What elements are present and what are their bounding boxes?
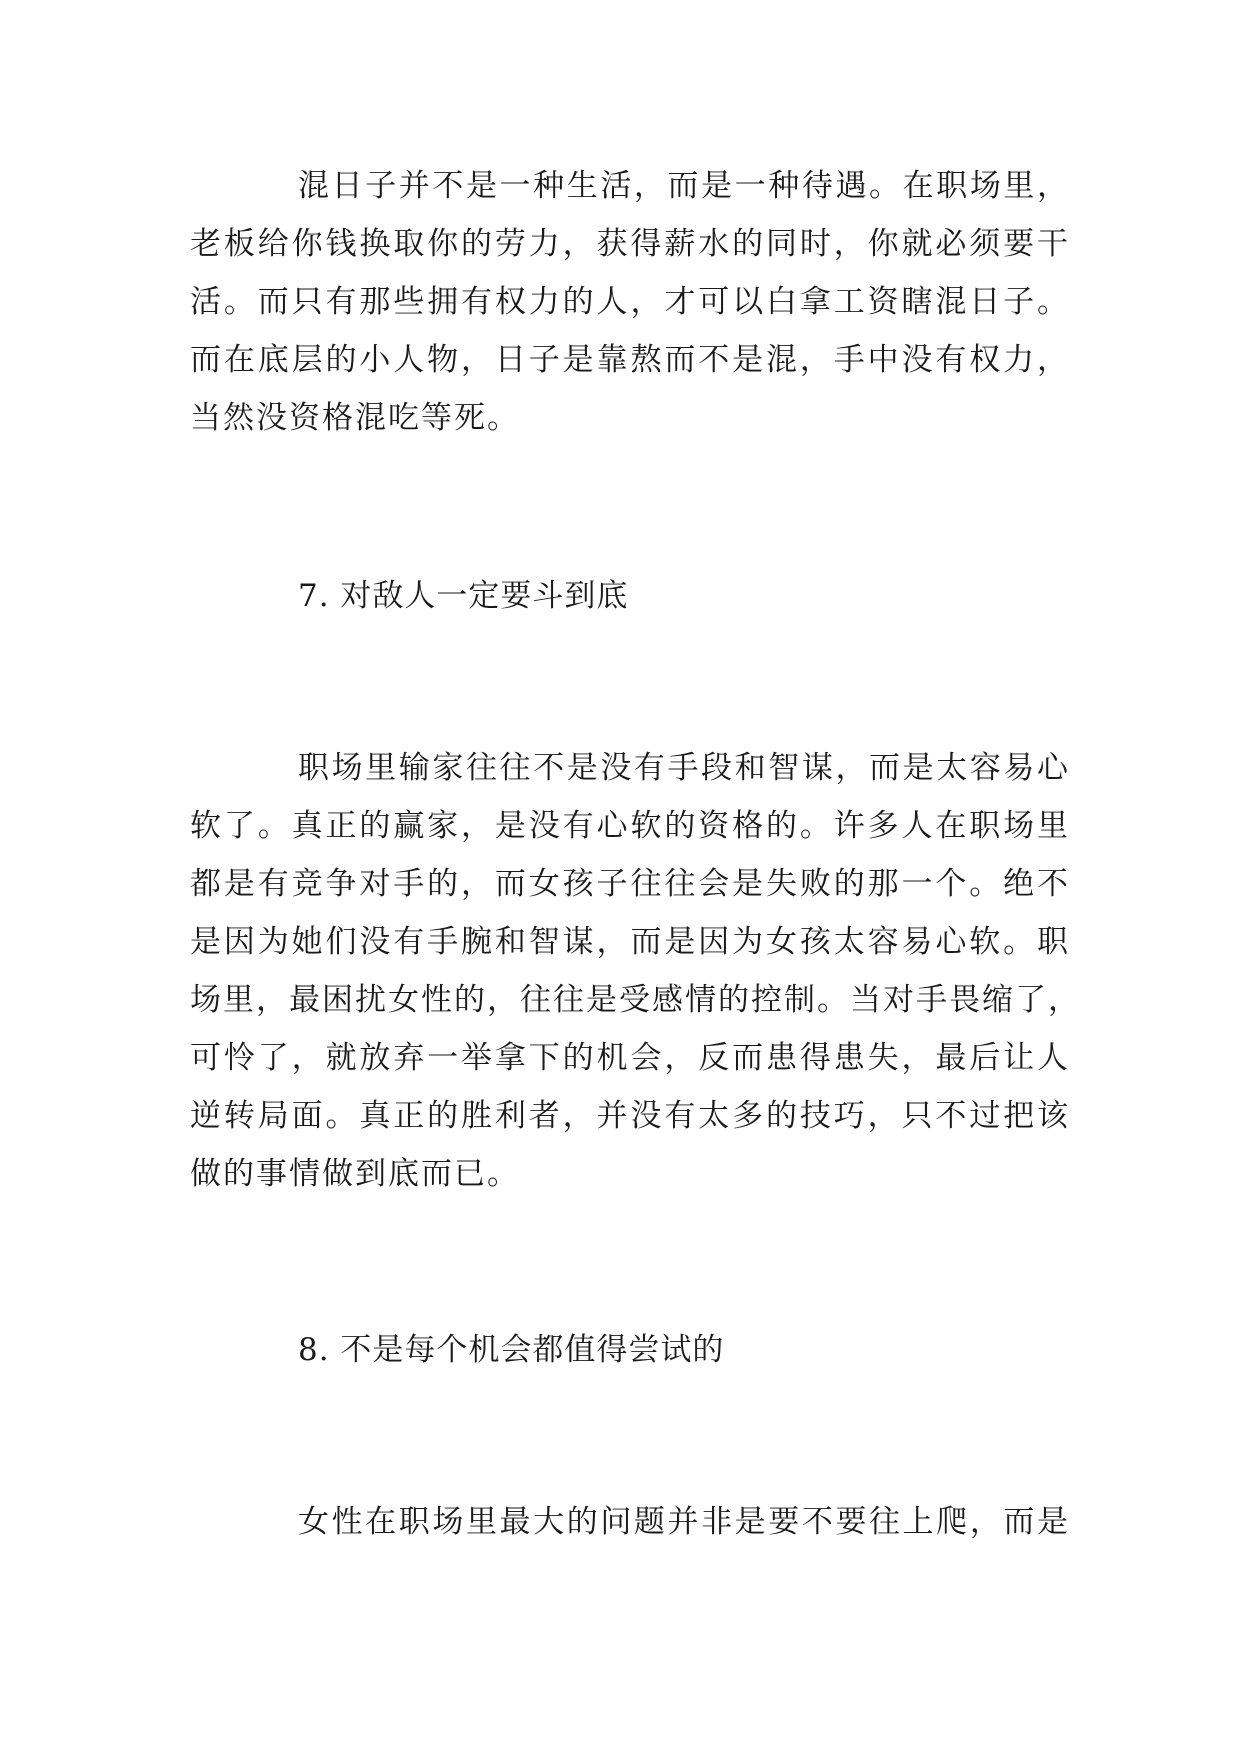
section-heading-8: 8. 不是每个机会都值得尝试的	[298, 1332, 725, 1368]
paragraph-line: 软了。真正的赢家，是没有心软的资格的。许多人在职场里	[190, 808, 1070, 844]
paragraph-line: 逆转局面。真正的胜利者，并没有太多的技巧，只不过把该	[190, 1098, 1070, 1134]
paragraph-line: 是因为她们没有手腕和智谋，而是因为女孩太容易心软。职	[190, 924, 1070, 960]
paragraph-line: 职场里输家往往不是没有手段和智谋，而是太容易心	[298, 750, 1070, 786]
paragraph-line: 老板给你钱换取你的劳力，获得薪水的同时，你就必须要干	[190, 226, 1070, 262]
paragraph-line: 混日子并不是一种生活，而是一种待遇。在职场里，	[298, 168, 1070, 204]
paragraph-line: 可怜了，就放弃一举拿下的机会，反而患得患失，最后让人	[190, 1040, 1070, 1076]
paragraph-line: 而在底层的小人物，日子是靠熬而不是混，手中没有权力，	[190, 342, 1070, 378]
paragraph-line: 女性在职场里最大的问题并非是要不要往上爬，而是	[298, 1504, 1070, 1540]
paragraph-line: 场里，最困扰女性的，往往是受感情的控制。当对手畏缩了，	[190, 982, 1081, 1018]
section-heading-7: 7. 对敌人一定要斗到底	[298, 578, 629, 614]
paragraph-line: 做的事情做到底而已。	[190, 1156, 520, 1192]
paragraph-line: 当然没资格混吃等死。	[190, 400, 520, 436]
paragraph-line: 都是有竞争对手的，而女孩子往往会是失败的那一个。绝不	[190, 866, 1070, 902]
paragraph-line: 活。而只有那些拥有权力的人，才可以白拿工资瞎混日子。	[190, 284, 1070, 320]
